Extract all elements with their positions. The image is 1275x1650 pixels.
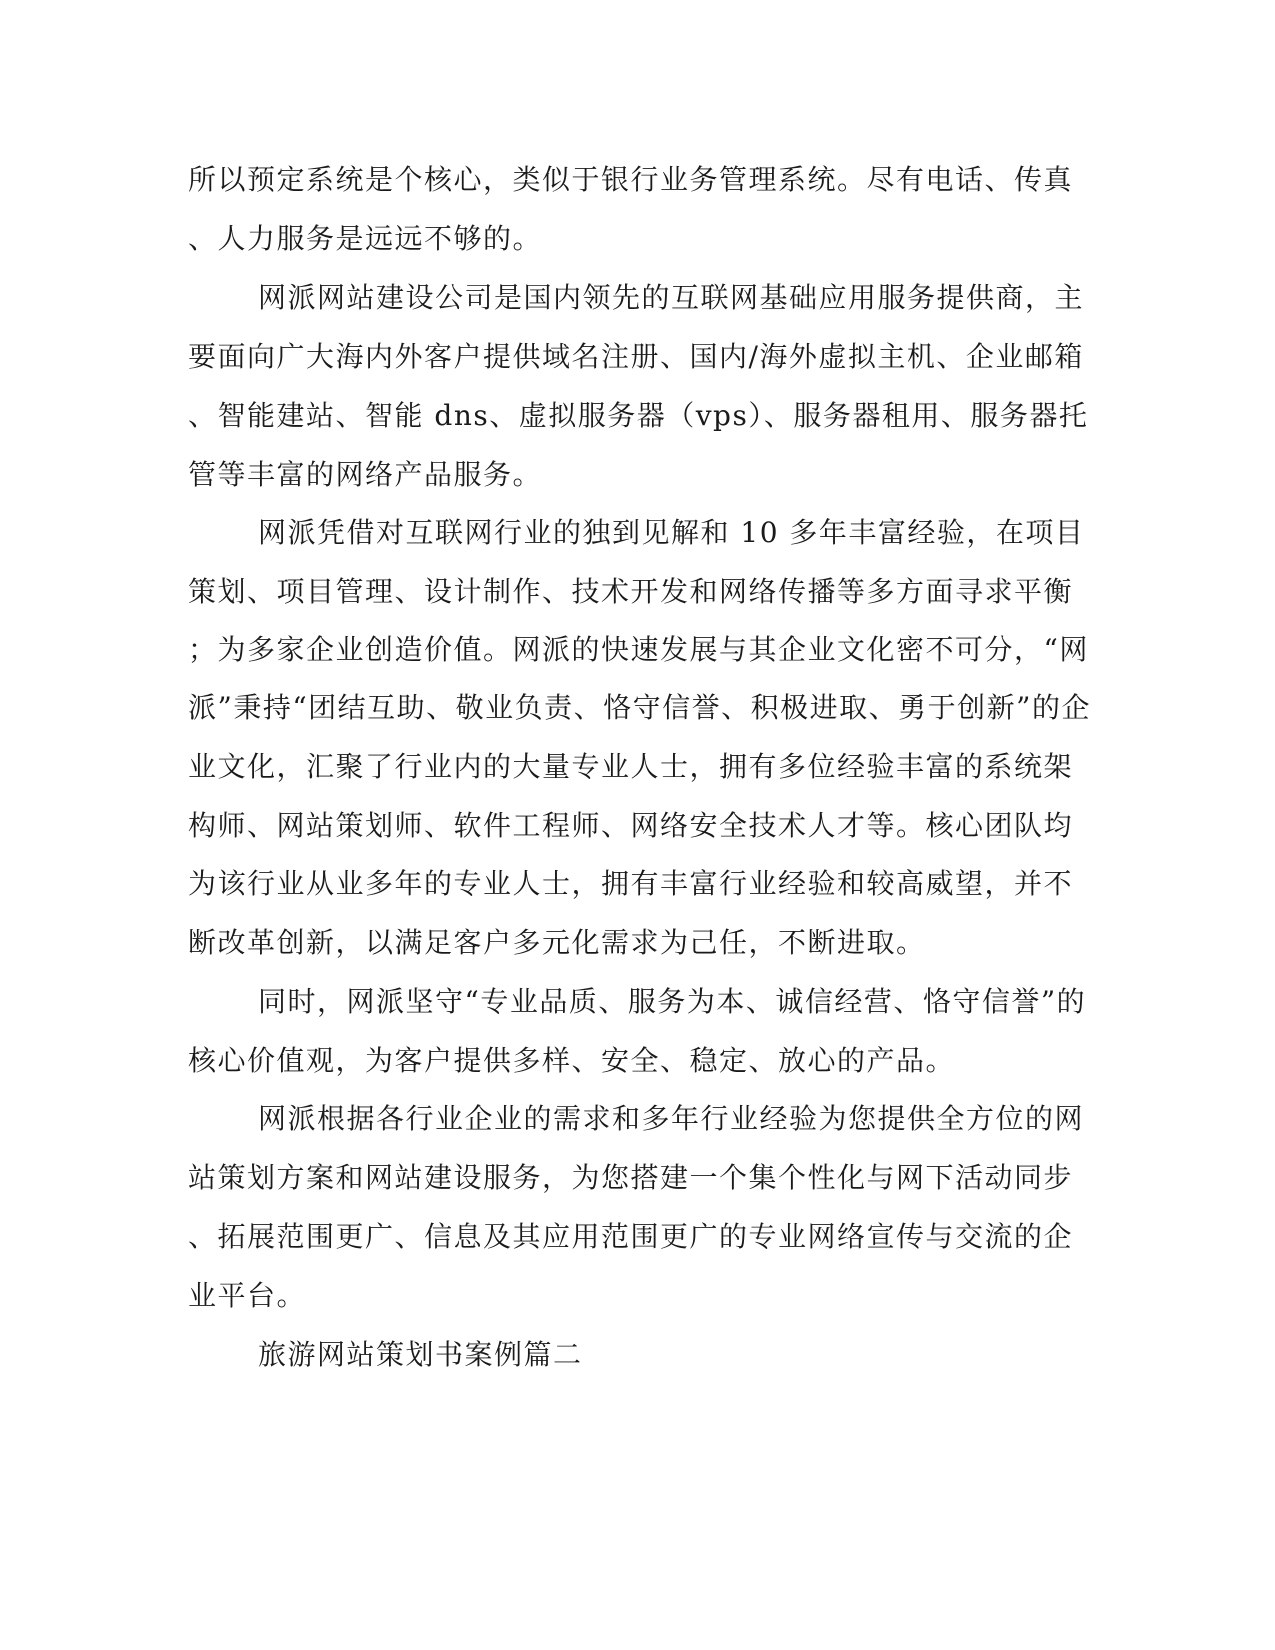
paragraph-2-line-3: 、智能建站、智能 dns、虚拟服务器（vps）、服务器租用、服务器托 — [188, 399, 1089, 432]
paragraph-5-line-1: 网派根据各行业企业的需求和多年行业经验为您提供全方位的网 — [258, 1102, 1085, 1135]
paragraph-4-line-2: 核心价值观，为客户提供多样、安全、稳定、放心的产品。 — [188, 1044, 956, 1077]
paragraph-2-line-1: 网派网站建设公司是国内领先的互联网基础应用服务提供商，主 — [258, 281, 1085, 314]
paragraph-5-line-3: 、拓展范围更广、信息及其应用范围更广的专业网络宣传与交流的企 — [188, 1220, 1074, 1253]
paragraph-5-line-4: 业平台。 — [188, 1279, 307, 1312]
paragraph-4-line-1: 同时，网派坚守“专业品质、服务为本、诚信经营、恪守信誉”的 — [258, 985, 1087, 1018]
paragraph-1-line-1: 所以预定系统是个核心，类似于银行业务管理系统。尽有电话、传真 — [188, 163, 1074, 196]
paragraph-3-line-3: ；为多家企业创造价值。网派的快速发展与其企业文化密不可分，“网 — [188, 633, 1089, 666]
paragraph-5-line-2: 站策划方案和网站建设服务，为您搭建一个集个性化与网下活动同步 — [188, 1161, 1074, 1194]
paragraph-1-line-2: 、人力服务是远远不够的。 — [188, 222, 543, 255]
paragraph-3-line-7: 为该行业从业多年的专业人士，拥有丰富行业经验和较高威望，并不 — [188, 867, 1074, 900]
paragraph-3-line-6: 构师、网站策划师、软件工程师、网络安全技术人才等。核心团队均 — [188, 809, 1074, 842]
paragraph-2-line-4: 管等丰富的网络产品服务。 — [188, 458, 543, 491]
paragraph-3-line-5: 业文化，汇聚了行业内的大量专业人士，拥有多位经验丰富的系统架 — [188, 750, 1074, 783]
paragraph-3-line-1: 网派凭借对互联网行业的独到见解和 10 多年丰富经验，在项目 — [258, 516, 1085, 549]
paragraph-3-line-8: 断改革创新，以满足客户多元化需求为己任，不断进取。 — [188, 926, 926, 959]
paragraph-3-line-2: 策划、项目管理、设计制作、技术开发和网络传播等多方面寻求平衡 — [188, 575, 1074, 608]
section-heading: 旅游网站策划书案例篇二 — [258, 1338, 583, 1371]
paragraph-3-line-4: 派”秉持“团结互助、敬业负责、恪守信誉、积极进取、勇于创新”的企 — [188, 691, 1091, 724]
paragraph-2-line-2: 要面向广大海内外客户提供域名注册、国内/海外虚拟主机、企业邮箱 — [188, 340, 1084, 373]
